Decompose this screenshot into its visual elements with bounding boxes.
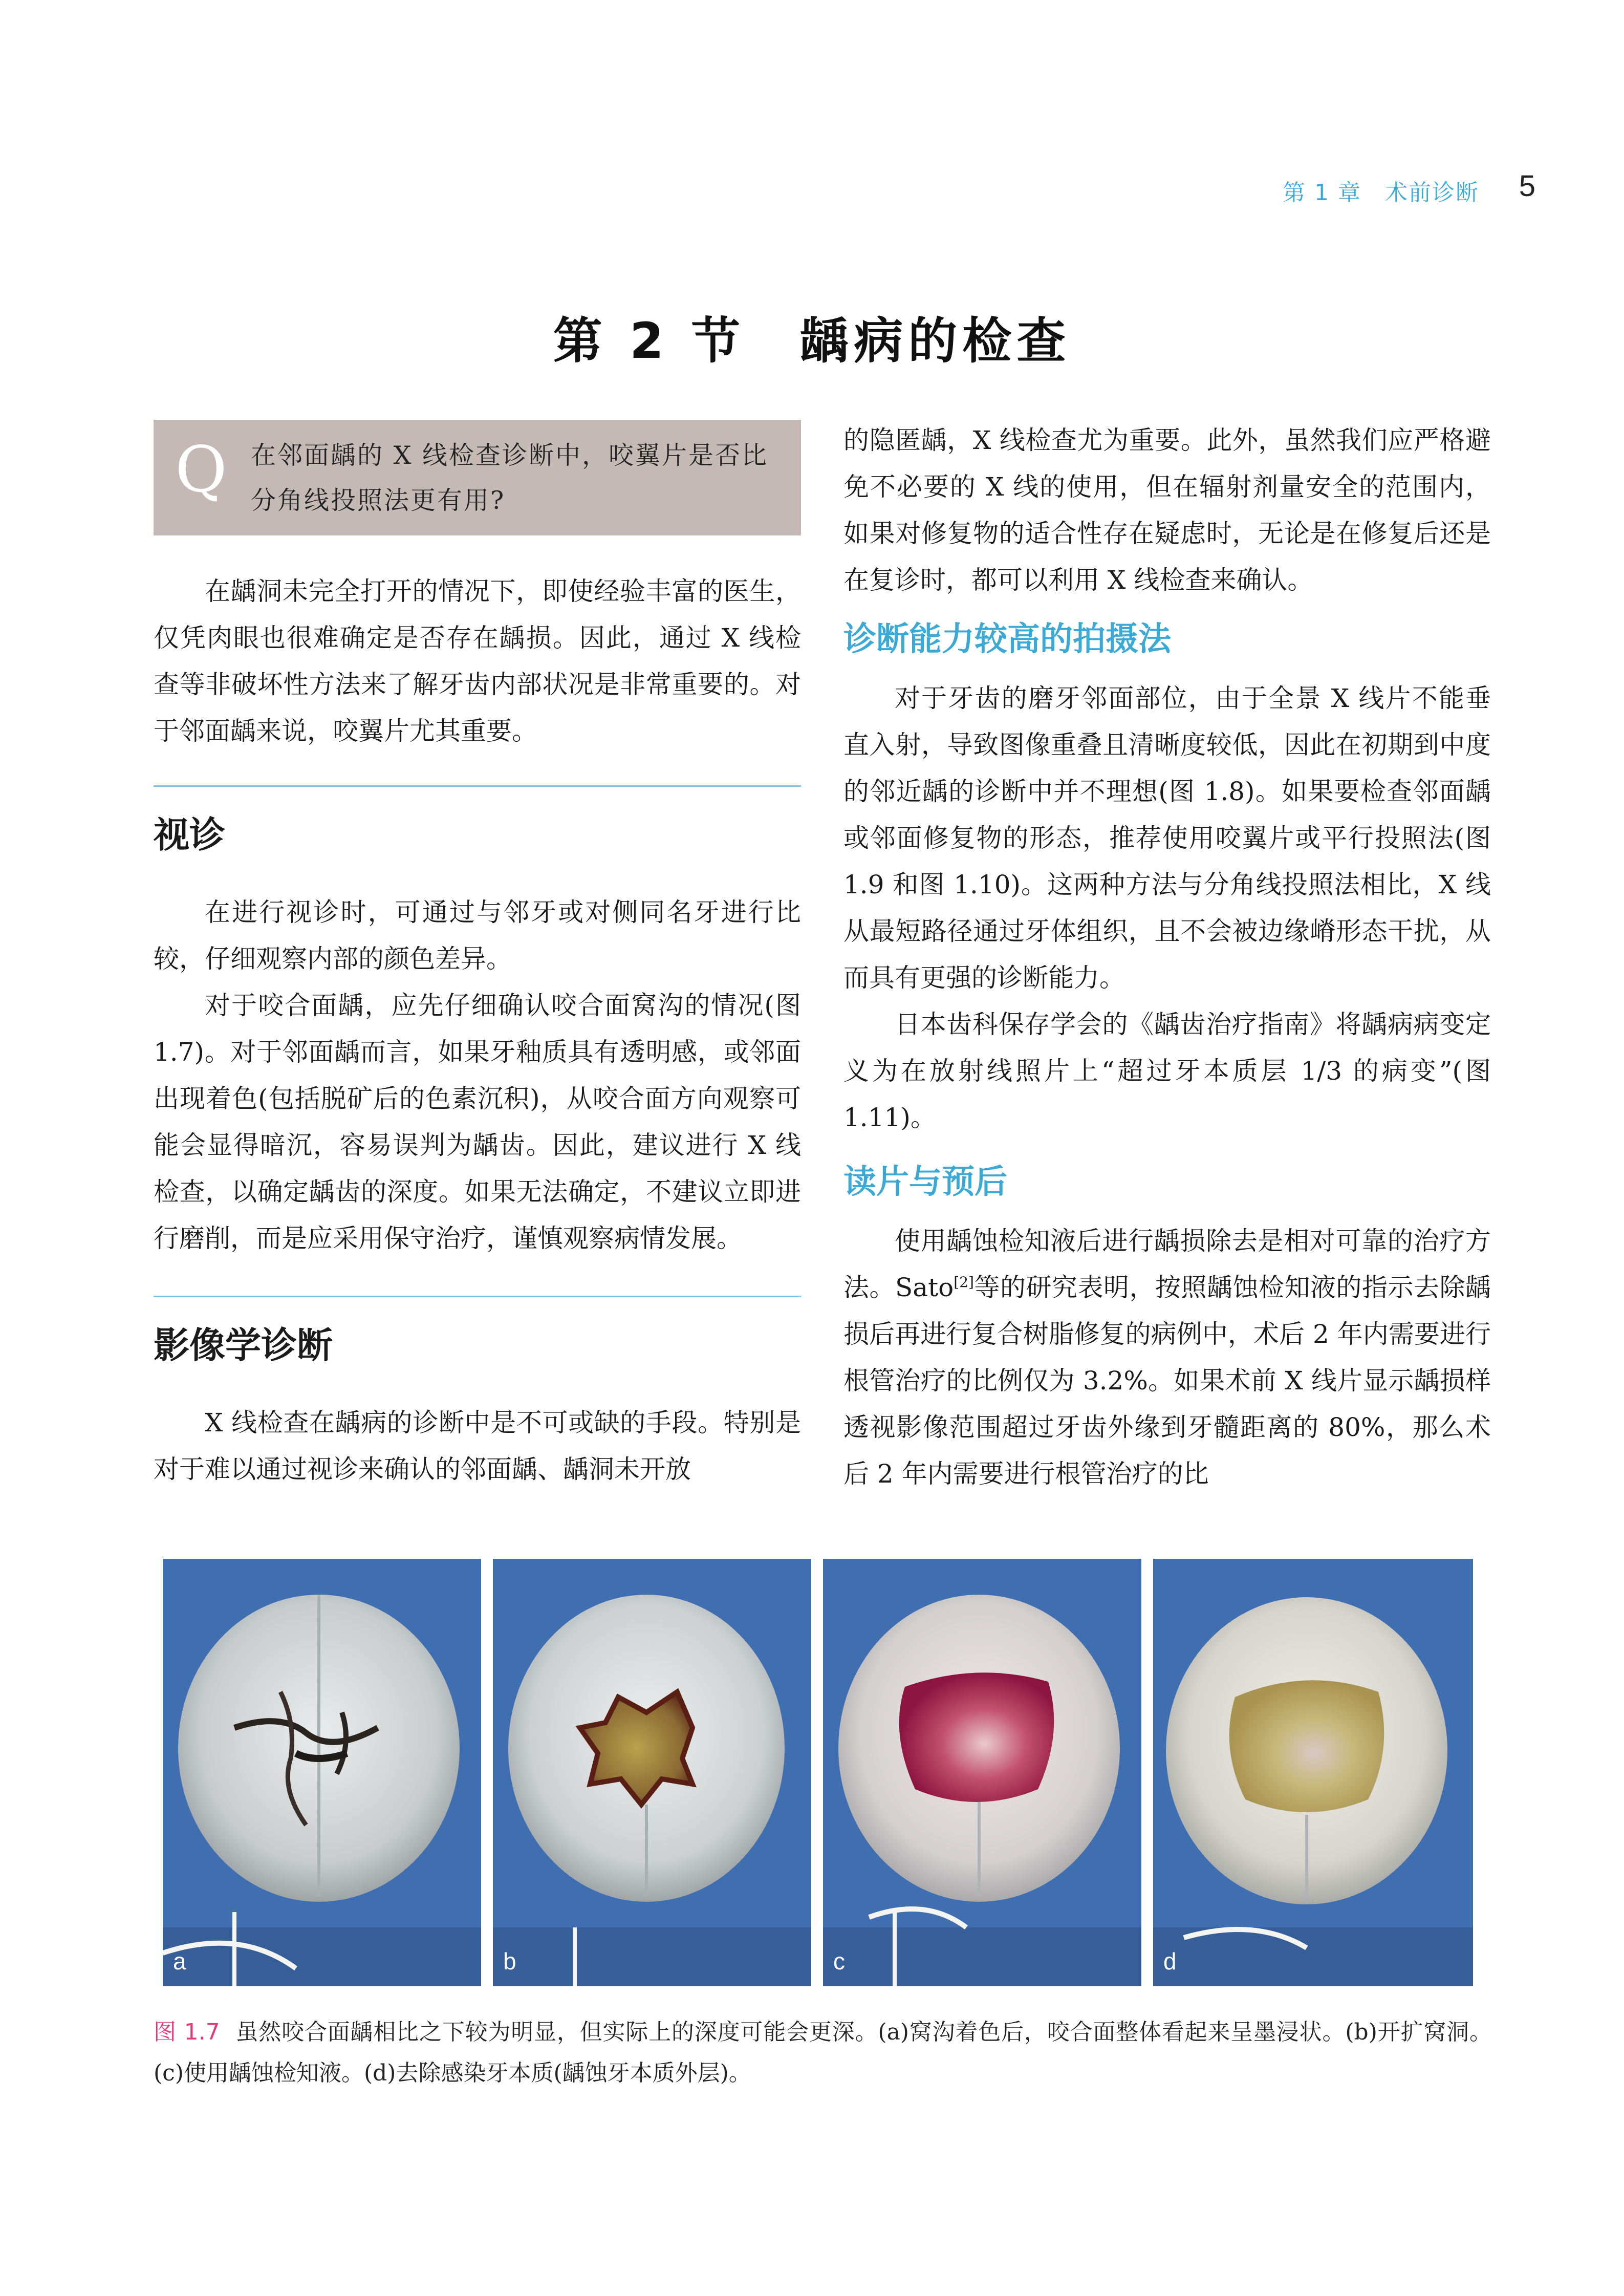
prognosis-paragraph [843,1218,1491,1497]
running-header-chapter: 第 1 章 术前诊断 [1283,180,1479,206]
heading-imaging-diagnosis: 影像学诊断 [154,1296,801,1381]
tooth-photo-d [1153,1559,1473,1986]
figure-caption [154,2012,1492,2094]
tooth-photo-b [493,1559,811,1986]
panel-letter-a: a [173,1948,186,1975]
panel-letter-d: d [1163,1948,1177,1975]
figure-panel-b [493,1559,811,1986]
reference-2: [2] [954,1274,974,1291]
question-text: 在邻面龋的 X 线检查诊断中，咬翼片是否比分角线投照法更有用? [251,441,769,515]
visual-paragraph-2: 对于咬合面龋，应先仔细确认咬合面窝沟的情况(图 1.7)。对于邻面龋而言，如果牙釉质具有透明感，或邻面出现着色(包括脱矿后的色素沉积)，从咬合面方向观察可能会显得暗沉，容易误判为龋齿。因此，建议进行 X 线检查，以确定龋齿的深度。如果无法确定，不建议立即进行磨削，而是应采用保守治疗，谨慎观察病情发展。 [154,991,801,1253]
figure-panel-c [823,1559,1141,1986]
panel-letter-b: b [503,1948,516,1975]
question-box [154,420,801,535]
technique-paragraph-1: 对于牙齿的磨牙邻面部位，由于全景 X 线片不能垂直入射，导致图像重叠且清晰度较低，因此在初期到中度的邻近龋的诊断中并不理想(图 1.8)。如果要检查邻面龋或邻面修复物的形态，推荐使用咬翼片或平行投照法(图 1.9 和图 1.10)。这两种方法与分角线投照法相比，X 线从最短路径通过牙体组织，且不会被边缘嵴形态干扰，从而具有更强的诊断能力。 [843,683,1491,993]
prognosis-text-before: 使用龋蚀检知液后进行龋损除去是相对可靠的治疗方法。Sato [843,1226,1491,1302]
figure-panel-a [163,1559,481,1986]
page-number: 5 [1519,169,1535,203]
question-letter: Q [175,433,227,507]
running-header [1177,169,1535,210]
visual-paragraph-1: 在进行视诊时，可通过与邻牙或对侧同名牙进行比较，仔细观察内部的颜色差异。 [154,897,801,974]
caption-label: 图 1.7 [154,2019,220,2045]
figure-1-7 [163,1559,1473,1986]
heading-high-diagnostic-technique: 诊断能力较高的拍摄法 [843,620,1171,658]
prognosis-text-after: 等的研究表明，按照龋蚀检知液的指示去除龋损后再进行复合树脂修复的病例中，术后 2 年内需要进行根管治疗的比例仅为 3.2%。如果术前 X 线片显示龋损样透视影像范围超过牙齿外缘到牙髓距离的 80%，那么术后 2 年内需要进行根管治疗的比 [843,1273,1491,1489]
heading-visual-exam: 视诊 [154,785,801,871]
tooth-photo-a [163,1559,481,1986]
section-title: 第 2 节 龋病的检查 [553,312,1071,370]
panel-letter-c: c [833,1948,845,1975]
caption-text: 虽然咬合面龋相比之下较为明显，但实际上的深度可能会更深。(a)窝沟着色后，咬合面整体看起来呈墨浸状。(b)开扩窝洞。(c)使用龋蚀检知液。(d)去除感染牙本质(龋蚀牙本质外层)。 [154,2019,1492,2086]
tooth-photo-c [823,1559,1141,1986]
intro-paragraph: 在龋洞未完全打开的情况下，即使经验丰富的医生，仅凭肉眼也很难确定是否存在龋损。因此，通过 X 线检查等非破坏性方法来了解牙齿内部状况是非常重要的。对于邻面龋来说，咬翼片尤其重要。 [154,576,801,746]
imaging-paragraph-1: X 线检查在龋病的诊断中是不可或缺的手段。特别是对于难以通过视诊来确认的邻面龋、龋洞未开放 [154,1408,801,1484]
left-column [154,420,801,1493]
heading-reading-prognosis: 读片与预后 [843,1163,1007,1201]
technique-paragraph-2: 日本齿科保存学会的《龋齿治疗指南》将龋病病变定义为在放射线照片上“超过牙本质层 1/3 的病变”(图 1.11)。 [843,1010,1491,1132]
right-column [843,417,1491,1497]
continued-paragraph: 的隐匿龋，X 线检查尤为重要。此外，虽然我们应严格避免不必要的 X 线的使用，但在辐射剂量安全的范围内，如果对修复物的适合性存在疑虑时，无论是在修复后还是在复诊时，都可以利用 X 线检查来确认。 [843,425,1491,595]
figure-panel-d [1153,1559,1473,1986]
